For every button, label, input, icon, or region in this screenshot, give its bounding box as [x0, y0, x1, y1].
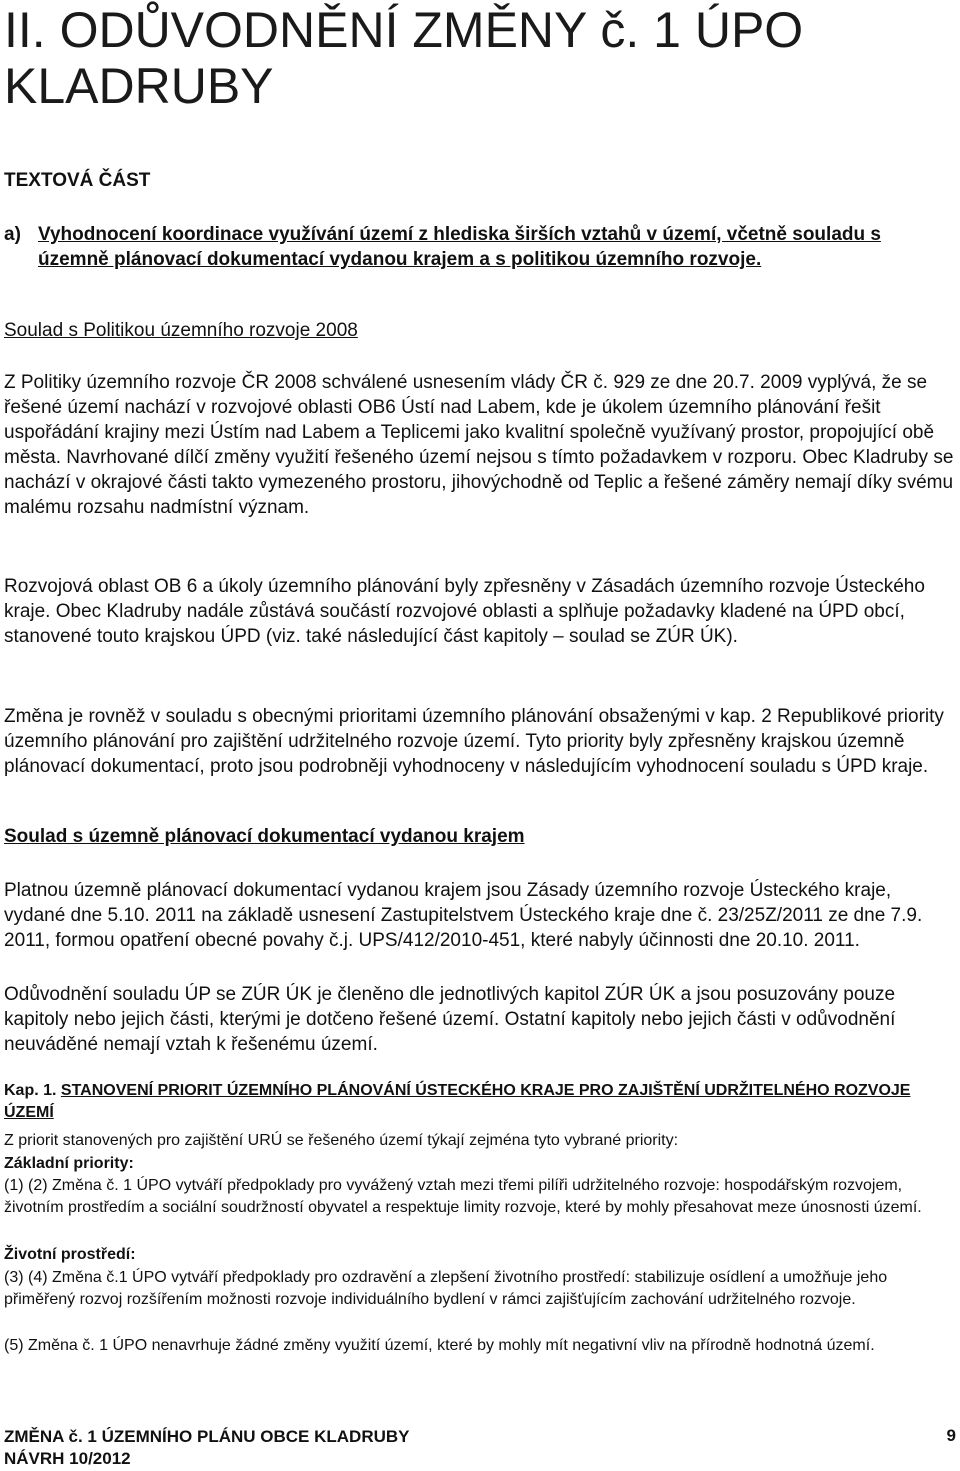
paragraph-ob6: Rozvojová oblast OB 6 a úkoly územního plánování byly zpřesněny v Zásadách územního rozvoje Ústeckého kraje. Obec Kladruby nadále zůstává součástí rozvojové oblasti a splňuje požadavky kladené na ÚPD obcí, stanovené touto krajskou ÚPD (viz. také následující část kapitoly – soulad se ZÚR ÚK).: [4, 576, 925, 647]
footer: [4, 1426, 410, 1470]
page-number: 9: [946, 1426, 956, 1445]
environment-label: Životní prostředí:: [4, 1246, 136, 1263]
chapter-title: STANOVENÍ PRIORIT ÚZEMNÍHO PLÁNOVÁNÍ ÚSTECKÉHO KRAJE PRO ZAJIŠTĚNÍ UDRŽITELNÉHO ROZVOJE ÚZEMÍ: [4, 1082, 911, 1121]
footer-version: NÁVRH 10/2012: [4, 1449, 131, 1468]
section-label: TEXTOVÁ ČÁST: [4, 170, 151, 191]
chapter-label: Kap. 1.: [4, 1082, 57, 1099]
paragraph-odovodneni: Odůvodnění souladu ÚP se ZÚR ÚK je členěno dle jednotlivých kapitol ZÚR ÚK a jsou posuzovány pouze kapitoly nebo jejich části, kterými je dotčeno řešené území. Ostatní kapitoly nebo jejich části v odůvodnění neuváděné nemají vztah k řešenému území.: [4, 984, 896, 1055]
environment-text-1: (3) (4) Změna č.1 ÚPO vytváří předpoklady pro ozdravění a zlepšení životního prostředí: stabilizuje osídlení a umožňuje jeho přiměřený rozvoj rozšířením možnosti rozvoje individuálního bydlení v rámci zajišťujícím zachování udržitelného rozvoje.: [4, 1269, 888, 1308]
heading-a: [4, 222, 954, 272]
basic-priorities-label: Základní priority:: [4, 1155, 134, 1172]
footer-title: ZMĚNA č. 1 ÚZEMNÍHO PLÁNU OBCE KLADRUBY: [4, 1427, 410, 1446]
page-title: II. ODŮVODNĚNÍ ZMĚNY č. 1 ÚPO KLADRUBY: [4, 2, 804, 114]
paragraph-zur: Platnou územně plánovací dokumentací vydanou krajem jsou Zásady územního rozvoje Ústeckého kraje, vydané dne 5.10. 2011 na základě usnesení Zastupitelstvem Ústeckého kraje dne č. 23/25Z/2011 ze dne 7.9. 2011, formou opatření obecné povahy č.j. UPS/412/2010-451, které nabyly účinnosti dne 20.10. 2011.: [4, 880, 923, 951]
heading-a-text: Vyhodnocení koordinace využívání území z hlediska širších vztahů v území, včetně souladu s územně plánovací dokumentací vydanou krajem a s politikou územního rozvoje.: [38, 224, 881, 270]
basic-priorities-text: (1) (2) Změna č. 1 ÚPO vytváří předpoklady pro vyvážený vztah mezi třemi pilíři udržitelného rozvoje: hospodářským rozvojem, životním prostředím a sociální soudržností obyvatel a respektuje limity rozvoje, které by mohly přesahovat meze únosnosti území.: [4, 1177, 922, 1216]
heading-soulad-pur: Soulad s Politikou územního rozvoje 2008: [4, 320, 358, 341]
paragraph-priority: Změna je rovněž v souladu s obecnými prioritami územního plánování obsaženými v kap. 2 Republikové priority územního plánování pro zajištění udržitelného rozvoje území. Tyto priority byly zpřesněny krajskou územně plánovací dokumentací, proto jsou podrobněji vyhodnoceny v následujícím vyhodnocení souladu s ÚPD kraje.: [4, 706, 944, 777]
paragraph-pur: Z Politiky územního rozvoje ČR 2008 schválené usnesením vlády ČR č. 929 ze dne 20.7. 2009 vyplývá, že se řešené území nachází v rozvojové oblasti OB6 Ústí nad Labem, kde je úkolem územního plánování řešit uspořádání krajiny mezi Ústím nad Labem a Teplicemi jako kvalitní společně využívaný prostor, propojující obě města. Navrhované dílčí změny využití řešeného území nejsou s tímto požadavkem v rozporu. Obec Kladruby se nachází v okrajové části takto vymezeného prostoru, jihovýchodně od Teplic a řešené záměry nemají díky svému malému rozsahu nadmístní význam.: [4, 372, 954, 518]
chapter-heading: [4, 1080, 956, 1124]
heading-a-number: a): [4, 224, 21, 245]
environment-text-2: (5) Změna č. 1 ÚPO nenavrhuje žádné změny využití území, které by mohly mít negativní vliv na přírodně hodnotná území.: [4, 1337, 875, 1354]
heading-soulad-zur: Soulad s územně plánovací dokumentací vydanou krajem: [4, 826, 525, 847]
chapter-intro: Z priorit stanovených pro zajištění URÚ se řešeného území týkají zejména tyto vybrané priority:: [4, 1132, 679, 1149]
